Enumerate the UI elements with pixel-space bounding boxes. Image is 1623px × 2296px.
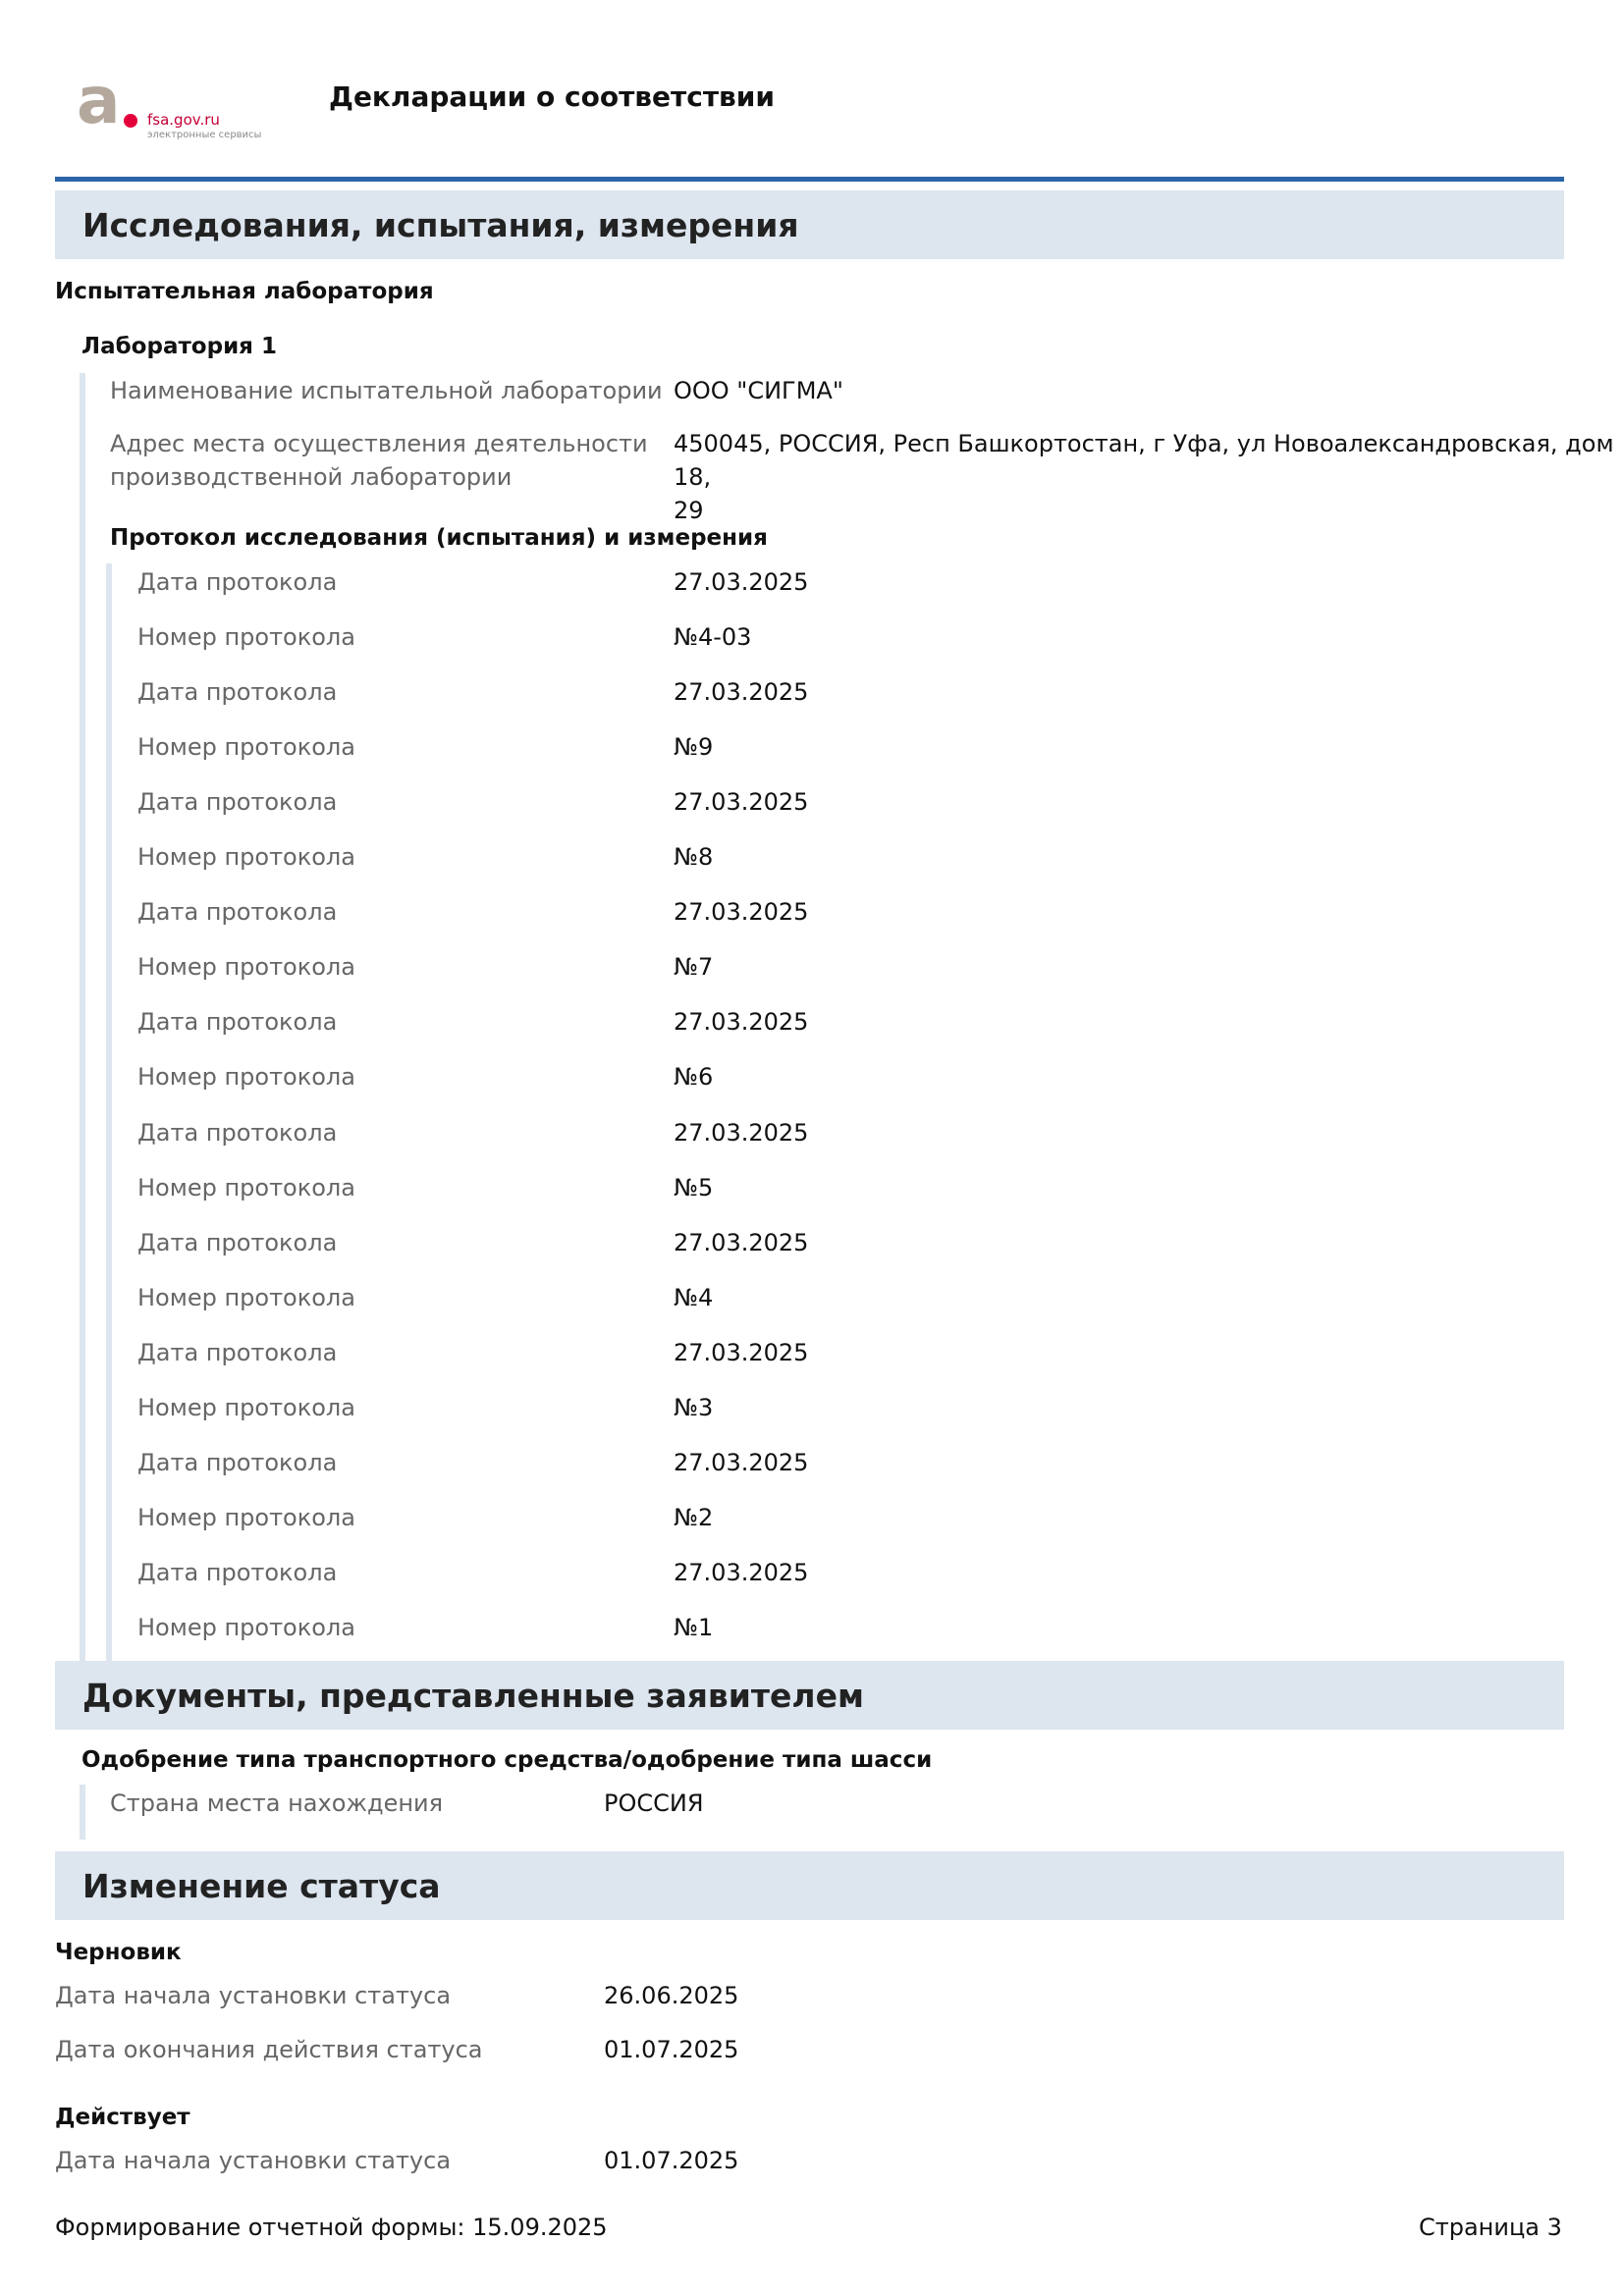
protocol-label: Дата протокола — [137, 1008, 338, 1036]
section-documents-header — [55, 1661, 1564, 1730]
lab-address-label-line: производственной лаборатории — [110, 463, 513, 491]
protocol-value: №8 — [674, 843, 714, 871]
protocol-value: 27.03.2025 — [674, 1449, 809, 1476]
protocol-value: 27.03.2025 — [674, 678, 809, 706]
logo-subtitle: электронные сервисы — [147, 130, 262, 140]
section-status-title: Изменение статуса — [82, 1867, 441, 1905]
protocol-value: 27.03.2025 — [674, 898, 809, 926]
protocol-value: 27.03.2025 — [674, 1229, 809, 1256]
protocol-title: Протокол исследования (испытания) и измерения — [110, 525, 768, 551]
fsa-logo[interactable] — [77, 63, 273, 147]
protocol-label: Дата протокола — [137, 678, 338, 706]
protocol-label: Номер протокола — [137, 623, 355, 651]
protocol-value: 27.03.2025 — [674, 1119, 809, 1147]
protocol-value: 27.03.2025 — [674, 788, 809, 816]
country-label: Страна места нахождения — [110, 1789, 444, 1817]
documents-block-bar — [80, 1785, 85, 1840]
protocol-label: Номер протокола — [137, 1504, 355, 1531]
protocol-label: Номер протокола — [137, 1063, 355, 1091]
protocol-label: Номер протокола — [137, 1174, 355, 1201]
protocol-value: №2 — [674, 1504, 714, 1531]
page-header — [0, 0, 1623, 187]
lab-block-bar — [80, 373, 85, 1661]
protocol-label: Дата протокола — [137, 788, 338, 816]
status-start-value: 01.07.2025 — [604, 2147, 739, 2174]
lab-name-value: ООО "СИГМА" — [674, 377, 843, 404]
lab-address-label-line: Адрес места осуществления деятельности — [110, 430, 648, 457]
protocol-label: Номер протокола — [137, 1614, 355, 1641]
status-end-label: Дата окончания действия статуса — [55, 2036, 483, 2063]
country-value: РОССИЯ — [604, 1789, 704, 1817]
protocol-label: Дата протокола — [137, 1339, 338, 1366]
section-documents-title: Документы, представленные заявителем — [82, 1677, 864, 1715]
protocol-label: Номер протокола — [137, 953, 355, 981]
protocol-value: №3 — [674, 1394, 714, 1421]
protocol-value: №1 — [674, 1614, 714, 1641]
header-divider — [55, 177, 1564, 182]
lab-group-title: Испытательная лаборатория — [55, 279, 434, 304]
documents-subhead: Одобрение типа транспортного средства/одобрение типа шасси — [81, 1747, 933, 1773]
page-title: Декларации о соответствии — [329, 80, 776, 113]
footer-page-number: Страница 3 — [1419, 2214, 1562, 2241]
protocol-value: №7 — [674, 953, 714, 981]
status-start-label: Дата начала установки статуса — [55, 1982, 452, 2009]
lab-address-label — [110, 427, 648, 494]
protocol-label: Дата протокола — [137, 898, 338, 926]
protocol-label: Номер протокола — [137, 843, 355, 871]
protocol-label: Номер протокола — [137, 733, 355, 761]
protocol-block-bar — [106, 563, 112, 1661]
protocol-value: №6 — [674, 1063, 714, 1091]
status-end-value: 01.07.2025 — [604, 2036, 739, 2063]
logo-mark-icon: a — [77, 63, 121, 138]
protocol-value: 27.03.2025 — [674, 1008, 809, 1036]
protocol-label: Номер протокола — [137, 1394, 355, 1421]
protocol-label: Дата протокола — [137, 1229, 338, 1256]
status-start-value: 26.06.2025 — [604, 1982, 739, 2009]
protocol-value: №4 — [674, 1284, 714, 1311]
status-group-name: Черновик — [55, 1940, 182, 1965]
lab-name-label: Наименование испытательной лаборатории — [110, 377, 663, 404]
logo-dot-icon — [124, 114, 137, 128]
protocol-label: Дата протокола — [137, 1559, 338, 1586]
protocol-label: Номер протокола — [137, 1284, 355, 1311]
lab-address-value — [674, 427, 1623, 527]
protocol-value: №9 — [674, 733, 714, 761]
section-research-header — [55, 190, 1564, 259]
protocol-value: №4-03 — [674, 623, 752, 651]
protocol-value: 27.03.2025 — [674, 1339, 809, 1366]
protocol-value: 27.03.2025 — [674, 568, 809, 596]
protocol-label: Дата протокола — [137, 1119, 338, 1147]
section-research-title: Исследования, испытания, измерения — [82, 206, 799, 244]
lab-address-value-line: 450045, РОССИЯ, Респ Башкортостан, г Уфа, ул Новоалександровская, дом 18, — [674, 430, 1614, 491]
protocol-label: Дата протокола — [137, 568, 338, 596]
protocol-value: 27.03.2025 — [674, 1559, 809, 1586]
status-group-name: Действует — [55, 2105, 190, 2130]
section-status-header — [55, 1851, 1564, 1920]
protocol-value: №5 — [674, 1174, 714, 1201]
lab-address-value-line: 29 — [674, 497, 704, 524]
protocol-label: Дата протокола — [137, 1449, 338, 1476]
footer-generated-date: Формирование отчетной формы: 15.09.2025 — [55, 2214, 608, 2241]
lab-name: Лаборатория 1 — [81, 334, 277, 359]
status-start-label: Дата начала установки статуса — [55, 2147, 452, 2174]
logo-domain: fsa.gov.ru — [147, 111, 220, 129]
